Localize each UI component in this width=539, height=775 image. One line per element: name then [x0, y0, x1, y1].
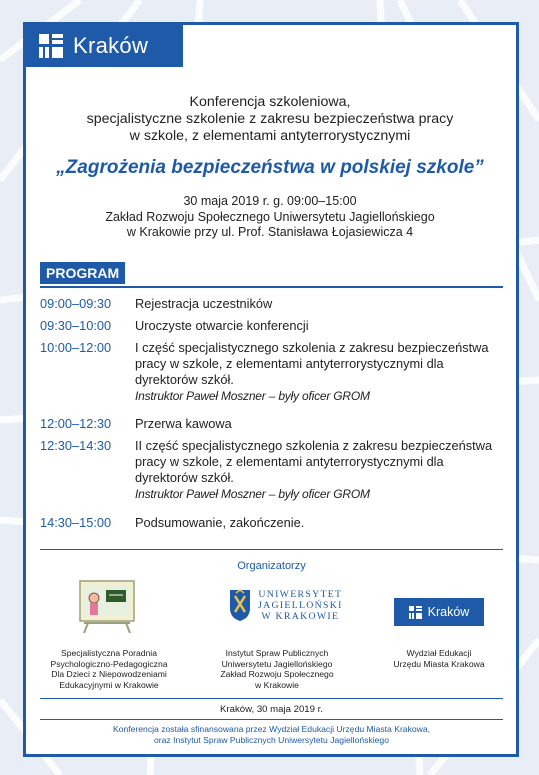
footer-divider [40, 719, 503, 720]
uj-logo-line: W KRAKOWIE [261, 610, 340, 622]
program-instructor: Instruktor Paweł Moszner – były oficer GROM [135, 487, 370, 501]
footer-date: Kraków, 30 maja 2019 r. [220, 704, 323, 715]
krakow-caption [374, 648, 504, 669]
caption-line: Uniwersytetu Jagiellońskiego [221, 658, 333, 669]
caption-line: w Krakowie [255, 679, 299, 690]
caption-line: Urzędu Miasta Krakowa [393, 658, 485, 669]
program-time: 09:30–10:00 [40, 318, 112, 333]
krakow-logo-icon [39, 34, 63, 58]
program-item [40, 318, 505, 334]
uj-logo-line: UNIWERSYTET [258, 588, 343, 600]
program-time: 10:00–12:00 [40, 340, 112, 355]
program-desc-line: pracy w szkole, z elementami antyterrorystycznymi dla [135, 356, 444, 371]
event-venue-line-1: Zakład Rozwoju Społecznego Uniwersytetu Jagiellońskiego [105, 209, 435, 224]
krakow-logo-icon [409, 606, 422, 619]
conference-subtitle [30, 94, 510, 145]
organizers-divider [40, 549, 503, 550]
krakow-logo [26, 25, 183, 67]
subtitle-line-3: w szkole, z elementami antyterrorystycznymi [129, 128, 411, 144]
funding-note [40, 724, 503, 745]
uj-logo [228, 588, 343, 622]
program-item [40, 438, 505, 502]
krakow-small-logo-text: Kraków [427, 605, 470, 619]
conference-title: „Zagrożenia bezpieczeństwa w polskiej szkole” [56, 157, 484, 178]
caption-line: Edukacyjnymi w Krakowie [59, 679, 159, 690]
caption-line: Wydział Edukacji [406, 648, 472, 658]
program-instructor: Instruktor Paweł Moszner – były oficer GROM [135, 389, 370, 403]
program-desc-line: I część specjalistycznego szkolenia z zakresu bezpieczeństwa [135, 340, 489, 355]
uj-caption [212, 648, 342, 690]
program-desc: Podsumowanie, zakończenie. [135, 515, 305, 530]
program-time: 12:00–12:30 [40, 416, 112, 431]
funding-line: Konferencja została sfinansowana przez Wydział Edukacji Urzędu Miasta Krakowa, [112, 724, 431, 734]
event-venue-line-2: w Krakowie przy ul. Prof. Stanisława Łojasiewicza 4 [126, 225, 414, 239]
caption-line: Instytut Spraw Publicznych [225, 648, 329, 658]
program-desc: Przerwa kawowa [135, 416, 232, 431]
program-desc: Rejestracja uczestników [135, 296, 273, 311]
program-desc: Uroczyste otwarcie konferencji [135, 318, 309, 333]
caption-line: Zakład Rozwoju Społecznego [220, 669, 334, 680]
program-desc-line: II część specjalistycznego szkolenia z zakresu bezpieczeństwa [135, 438, 493, 453]
program-heading: PROGRAM [40, 262, 125, 284]
program-divider [40, 286, 503, 288]
uj-logo-line: JAGIELLOŃSKI [258, 599, 343, 611]
program-time: 12:30–14:30 [40, 438, 112, 453]
funding-line: oraz Instytut Spraw Publicznych Uniwersytetu Jagiellońskiego [153, 734, 389, 745]
footer-divider [40, 698, 503, 699]
program-time: 14:30–15:00 [40, 515, 112, 530]
program-desc-line: pracy w szkole, z elementami antyterrorystycznymi dla [135, 454, 444, 469]
program-desc-line: dyrektorów szkół. [135, 372, 234, 387]
subtitle-line-2: specjalistyczne szkolenie z zakresu bezpieczeństwa pracy [86, 111, 454, 127]
caption-line: Psychologiczno-Pedagogiczna [50, 658, 168, 669]
poradnia-logo [76, 578, 138, 634]
event-details [30, 194, 510, 241]
program-desc-line: dyrektorów szkół. [135, 470, 234, 485]
program-item [40, 296, 505, 312]
event-date-time: 30 maja 2019 r. g. 09:00–15:00 [183, 194, 357, 208]
poradnia-caption [44, 648, 174, 690]
uj-crest-icon [228, 588, 252, 622]
program-item [40, 416, 505, 432]
krakow-small-logo [394, 598, 484, 626]
organizers-heading: Organizatorzy [237, 560, 306, 572]
subtitle-line-1: Konferencja szkoleniowa, [189, 94, 351, 110]
caption-line: Specjalistyczna Poradnia [60, 648, 158, 658]
caption-line: Dla Dzieci z Niepowodzeniami [51, 669, 167, 680]
program-time: 09:00–09:30 [40, 296, 112, 311]
program-item [40, 515, 505, 531]
program-item [40, 340, 505, 404]
logo-text: Kraków [73, 33, 149, 58]
